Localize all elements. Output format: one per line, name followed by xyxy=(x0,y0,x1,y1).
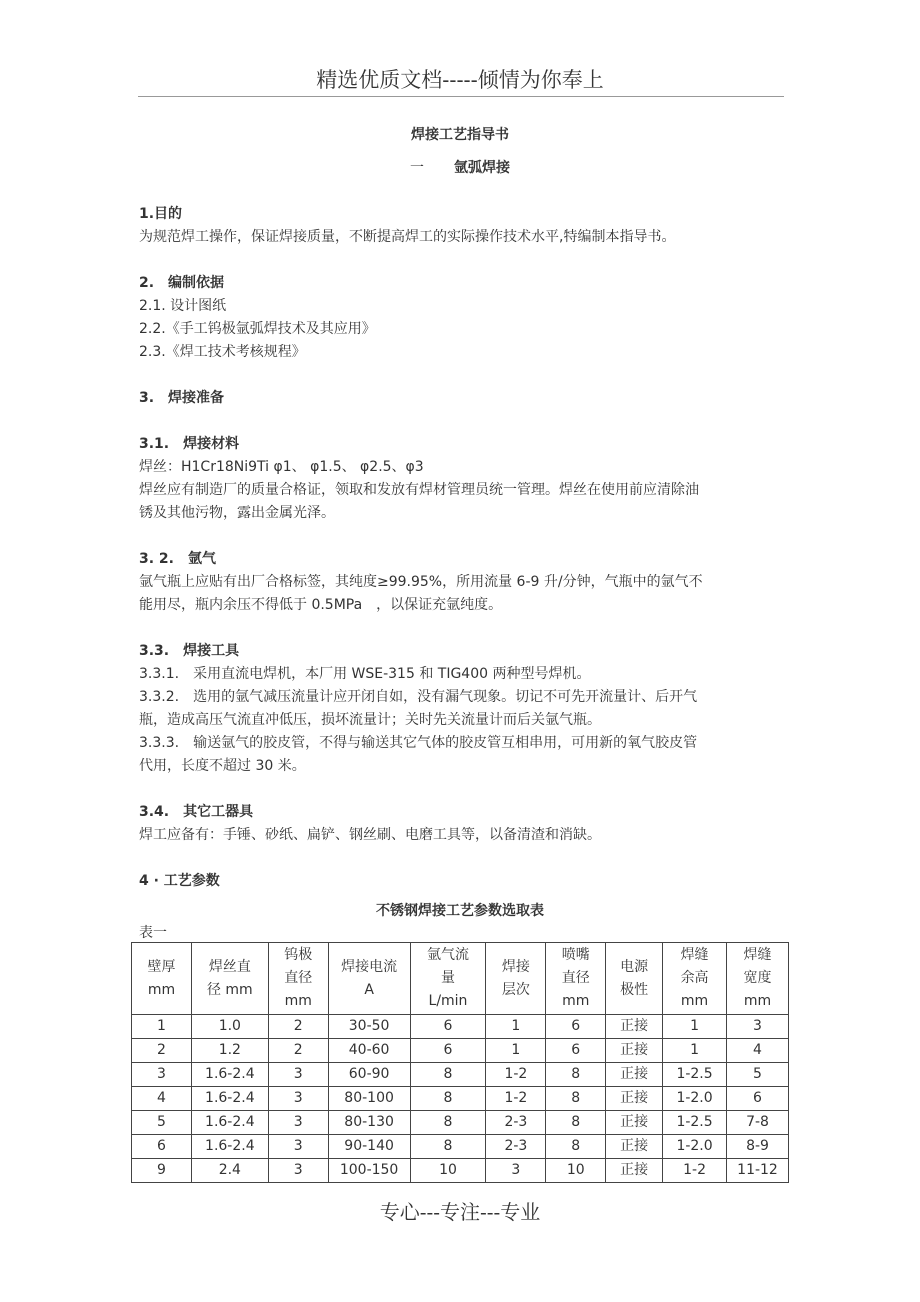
basis-item: 2.1. 设计图纸 xyxy=(139,298,227,314)
table-cell: 8 xyxy=(546,1087,606,1111)
table-cell: 8 xyxy=(410,1135,486,1159)
table-caption: 表一 xyxy=(139,925,167,941)
materials-text: 焊丝应有制造厂的质量合格证，领取和发放有焊材管理员统一管理。焊丝在使用前应清除油 xyxy=(139,482,699,498)
section-heading-basis: 2. 编制依据 xyxy=(139,275,225,291)
table-cell: 8 xyxy=(410,1063,486,1087)
page-footer: 专心---专注---专业 xyxy=(379,1200,541,1224)
table-cell: 1-2 xyxy=(486,1063,546,1087)
table-row xyxy=(132,1087,789,1111)
tools-text: 代用，长度不超过 30 米。 xyxy=(139,758,306,774)
basis-item: 2.2.《手工钨极氩弧焊技术及其应用》 xyxy=(139,321,376,337)
section-heading-materials: 3.1. 焊接材料 xyxy=(139,436,240,452)
table-cell: 1-2 xyxy=(663,1159,727,1183)
table-cell: 80-130 xyxy=(328,1111,410,1135)
tools-text: 瓶，造成高压气流直冲低压，损坏流量计；关时先关流量计而后关氩气瓶。 xyxy=(139,712,601,728)
column-header: 焊缝 宽度 mm xyxy=(727,943,789,1015)
table-cell: 8 xyxy=(546,1111,606,1135)
tools-text: 3.3.1. 采用直流电焊机，本厂用 WSE-315 和 TIG400 两种型号焊机。 xyxy=(139,666,591,682)
other-tools-text: 焊工应备有：手锤、砂纸、扁铲、钢丝刷、电磨工具等，以备清渣和消缺。 xyxy=(139,827,601,843)
table-cell: 1.6-2.4 xyxy=(191,1063,268,1087)
table-cell: 6 xyxy=(727,1087,789,1111)
table-cell: 2 xyxy=(268,1039,328,1063)
table-cell: 正接 xyxy=(606,1135,663,1159)
table-cell: 3 xyxy=(486,1159,546,1183)
table-cell: 6 xyxy=(132,1135,192,1159)
column-header: 氩气流 量 L/min xyxy=(410,943,486,1015)
table-cell: 4 xyxy=(132,1087,192,1111)
table-cell: 80-100 xyxy=(328,1087,410,1111)
table-cell: 1 xyxy=(132,1015,192,1039)
table-cell: 1-2 xyxy=(486,1087,546,1111)
subtitle-number: 一 xyxy=(410,160,424,176)
table-row xyxy=(132,1159,789,1183)
column-header: 焊丝直 径 mm xyxy=(191,943,268,1015)
table-cell: 8 xyxy=(410,1087,486,1111)
table-cell: 3 xyxy=(268,1159,328,1183)
table-cell: 8 xyxy=(410,1111,486,1135)
table-cell: 1.2 xyxy=(191,1039,268,1063)
column-header: 喷嘴 直径 mm xyxy=(546,943,606,1015)
table-cell: 11-12 xyxy=(727,1159,789,1183)
table-cell: 3 xyxy=(268,1087,328,1111)
table-row xyxy=(132,1015,789,1039)
table-title: 不锈钢焊接工艺参数选取表 xyxy=(376,903,544,919)
table-cell: 1-2.0 xyxy=(663,1087,727,1111)
section-heading-other-tools: 3.4. 其它工器具 xyxy=(139,804,254,820)
table-cell: 9 xyxy=(132,1159,192,1183)
section-heading-prep: 3. 焊接准备 xyxy=(139,390,225,406)
table-cell: 5 xyxy=(132,1111,192,1135)
table-cell: 1-2.5 xyxy=(663,1063,727,1087)
table-row xyxy=(132,1135,789,1159)
table-cell: 1 xyxy=(663,1039,727,1063)
table-cell: 60-90 xyxy=(328,1063,410,1087)
table-cell: 1 xyxy=(486,1015,546,1039)
table-cell: 正接 xyxy=(606,1087,663,1111)
table-cell: 6 xyxy=(546,1039,606,1063)
column-header: 电源 极性 xyxy=(606,943,663,1015)
table-cell: 3 xyxy=(727,1015,789,1039)
table-row xyxy=(132,1039,789,1063)
table-cell: 2 xyxy=(268,1015,328,1039)
materials-text: 焊丝：H1Cr18Ni9Ti φ1、 φ1.5、 φ2.5、φ3 xyxy=(139,459,424,475)
table-cell: 5 xyxy=(727,1063,789,1087)
table-cell: 6 xyxy=(410,1015,486,1039)
table-cell: 8 xyxy=(546,1135,606,1159)
table-cell: 7-8 xyxy=(727,1111,789,1135)
table-cell: 2 xyxy=(132,1039,192,1063)
document-title: 焊接工艺指导书 xyxy=(411,127,509,143)
table-cell: 3 xyxy=(268,1111,328,1135)
table-cell: 30-50 xyxy=(328,1015,410,1039)
table-row xyxy=(132,1063,789,1087)
table-cell: 8 xyxy=(546,1063,606,1087)
table-cell: 正接 xyxy=(606,1039,663,1063)
table-row xyxy=(132,1111,789,1135)
purpose-text: 为规范焊工操作，保证焊接质量，不断提高焊工的实际操作技术水平,特编制本指导书。 xyxy=(139,229,676,245)
table-cell: 正接 xyxy=(606,1159,663,1183)
table-cell: 1.6-2.4 xyxy=(191,1087,268,1111)
table-cell: 1 xyxy=(486,1039,546,1063)
column-header: 焊缝 余高 mm xyxy=(663,943,727,1015)
column-header: 壁厚 mm xyxy=(132,943,192,1015)
table-cell: 6 xyxy=(410,1039,486,1063)
document-body xyxy=(139,203,784,893)
tools-text: 3.3.3. 输送氩气的胶皮管，不得与输送其它气体的胶皮管互相串用，可用新的氧气胶皮管 xyxy=(139,735,698,751)
table-cell: 40-60 xyxy=(328,1039,410,1063)
table-cell: 正接 xyxy=(606,1111,663,1135)
column-header: 焊接 层次 xyxy=(486,943,546,1015)
section-heading-purpose: 1.目的 xyxy=(139,206,183,222)
table-cell: 1 xyxy=(663,1015,727,1039)
table-cell: 正接 xyxy=(606,1015,663,1039)
table-cell: 2-3 xyxy=(486,1111,546,1135)
table-cell: 正接 xyxy=(606,1063,663,1087)
table-cell: 6 xyxy=(546,1015,606,1039)
argon-text: 能用尽，瓶内余压不得低于 0.5MPa ，以保证充氩纯度。 xyxy=(139,597,503,613)
table-cell: 10 xyxy=(410,1159,486,1183)
table-cell: 1.0 xyxy=(191,1015,268,1039)
table-cell: 2-3 xyxy=(486,1135,546,1159)
table-cell: 1-2.5 xyxy=(663,1111,727,1135)
table-cell: 3 xyxy=(268,1135,328,1159)
section-heading-tools: 3.3. 焊接工具 xyxy=(139,643,240,659)
table-cell: 10 xyxy=(546,1159,606,1183)
table-cell: 1.6-2.4 xyxy=(191,1135,268,1159)
header-divider xyxy=(138,96,784,97)
table-cell: 2.4 xyxy=(191,1159,268,1183)
tools-text: 3.3.2. 选用的氩气减压流量计应开闭自如，没有漏气现象。切记不可先开流量计、后开气 xyxy=(139,689,698,705)
table-cell: 1-2.0 xyxy=(663,1135,727,1159)
table-cell: 8-9 xyxy=(727,1135,789,1159)
table-cell: 3 xyxy=(268,1063,328,1087)
table-cell: 4 xyxy=(727,1039,789,1063)
table-header-row xyxy=(132,943,789,1015)
column-header: 钨极 直径 mm xyxy=(268,943,328,1015)
table-cell: 1.6-2.4 xyxy=(191,1111,268,1135)
document-subtitle xyxy=(0,157,920,177)
argon-text: 氩气瓶上应贴有出厂合格标签，其纯度≥99.95%，所用流量 6-9 升/分钟，气瓶中的氩气不 xyxy=(139,574,703,590)
table-cell: 3 xyxy=(132,1063,192,1087)
table-cell: 90-140 xyxy=(328,1135,410,1159)
welding-parameters-table xyxy=(131,942,789,1183)
subtitle-text: 氩弧焊接 xyxy=(454,160,510,176)
page-header: 精选优质文档-----倾情为你奉上 xyxy=(316,68,604,92)
basis-item: 2.3.《焊工技术考核规程》 xyxy=(139,344,306,360)
section-heading-params: 4 · 工艺参数 xyxy=(139,873,220,889)
materials-text: 锈及其他污物，露出金属光泽。 xyxy=(139,505,335,521)
section-heading-argon: 3. 2. 氩气 xyxy=(139,551,216,567)
table-cell: 100-150 xyxy=(328,1159,410,1183)
column-header: 焊接电流 A xyxy=(328,943,410,1015)
